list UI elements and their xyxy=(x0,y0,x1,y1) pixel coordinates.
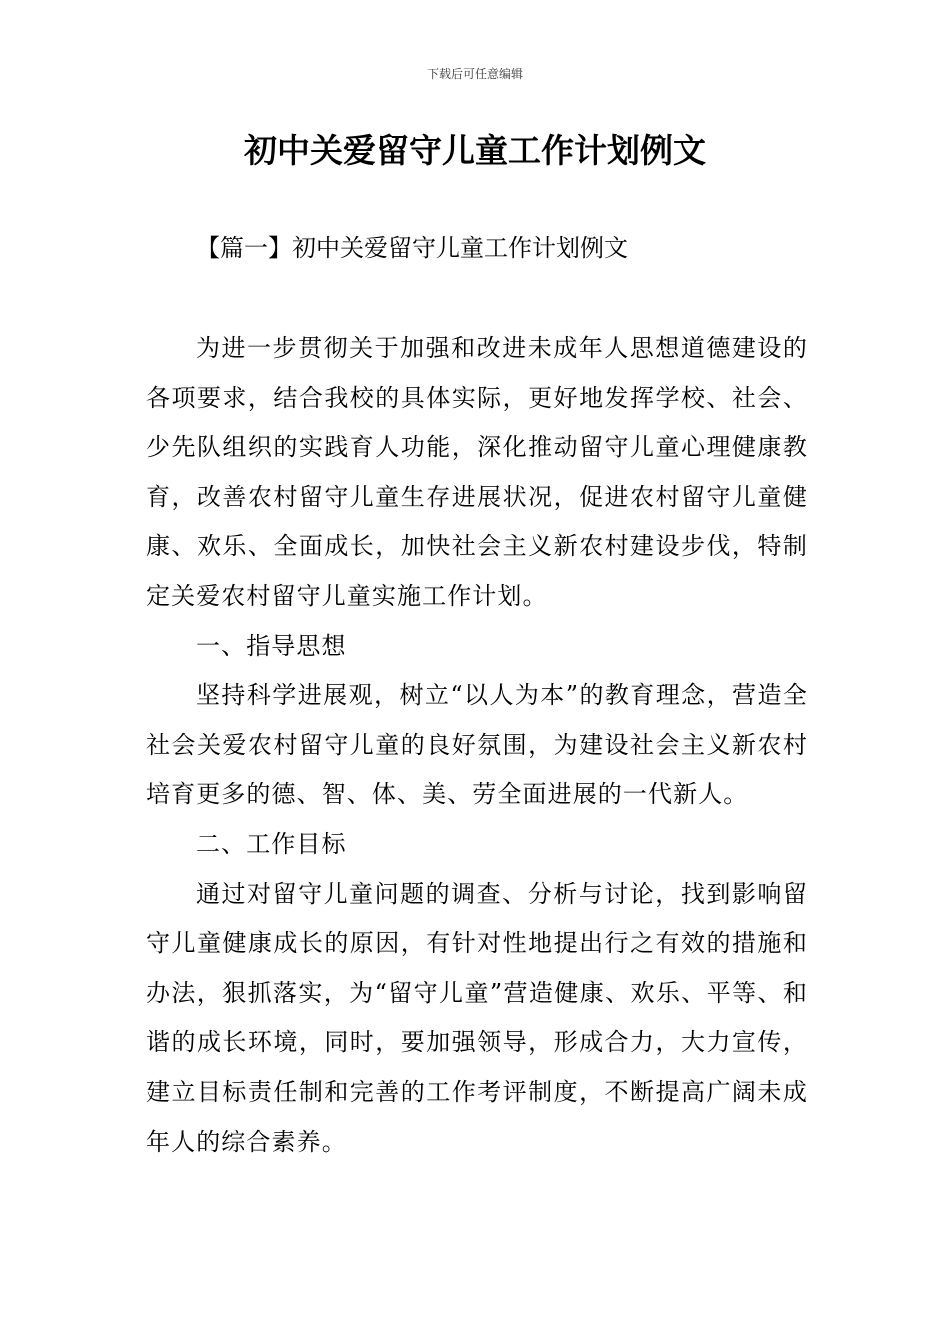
heading-work-goals: 二、工作目标 xyxy=(196,829,347,858)
guiding-ideology-paragraph: 坚持科学进展观，树立“以人为本”的教育理念，营造全社会关爱农村留守儿童的良好氛围，为建设社会主义新农村培育更多的德、智、体、美、劳全面进展的一代新人。 xyxy=(146,681,808,809)
intro-paragraph: 为进一步贯彻关于加强和改进未成年人思想道德建设的各项要求，结合我校的具体实际，更好地发挥学校、社会、少先队组织的实践育人功能，深化推动留守儿童心理健康教育，改善农村留守儿童生存进展状况，促进农村留守儿童健康、欢乐、全面成长，加快社会主义新农村建设步伐，特制定关爱农村留守儿童实施工作计划。 xyxy=(146,334,808,610)
work-goals-paragraph: 通过对留守儿童问题的调查、分析与讨论，找到影响留守儿童健康成长的原因，有针对性地提出行之有效的措施和办法，狠抓落实，为“留守儿童”营造健康、欢乐、平等、和谐的成长环境，同时，要加强领导，形成合力，大力宣传，建立目标责任制和完善的工作考评制度，不断提高广阔未成年人的综合素养。 xyxy=(146,879,808,1156)
document-body xyxy=(146,324,808,1167)
document-title: 初中关爱留守儿童工作计划例文 xyxy=(244,131,706,170)
page-header-note: 下载后可任意编辑 xyxy=(426,67,523,81)
heading-guiding-ideology: 一、指导思想 xyxy=(196,631,347,660)
section-heading: 【篇一】初中关爱留守儿童工作计划例文 xyxy=(196,234,628,262)
